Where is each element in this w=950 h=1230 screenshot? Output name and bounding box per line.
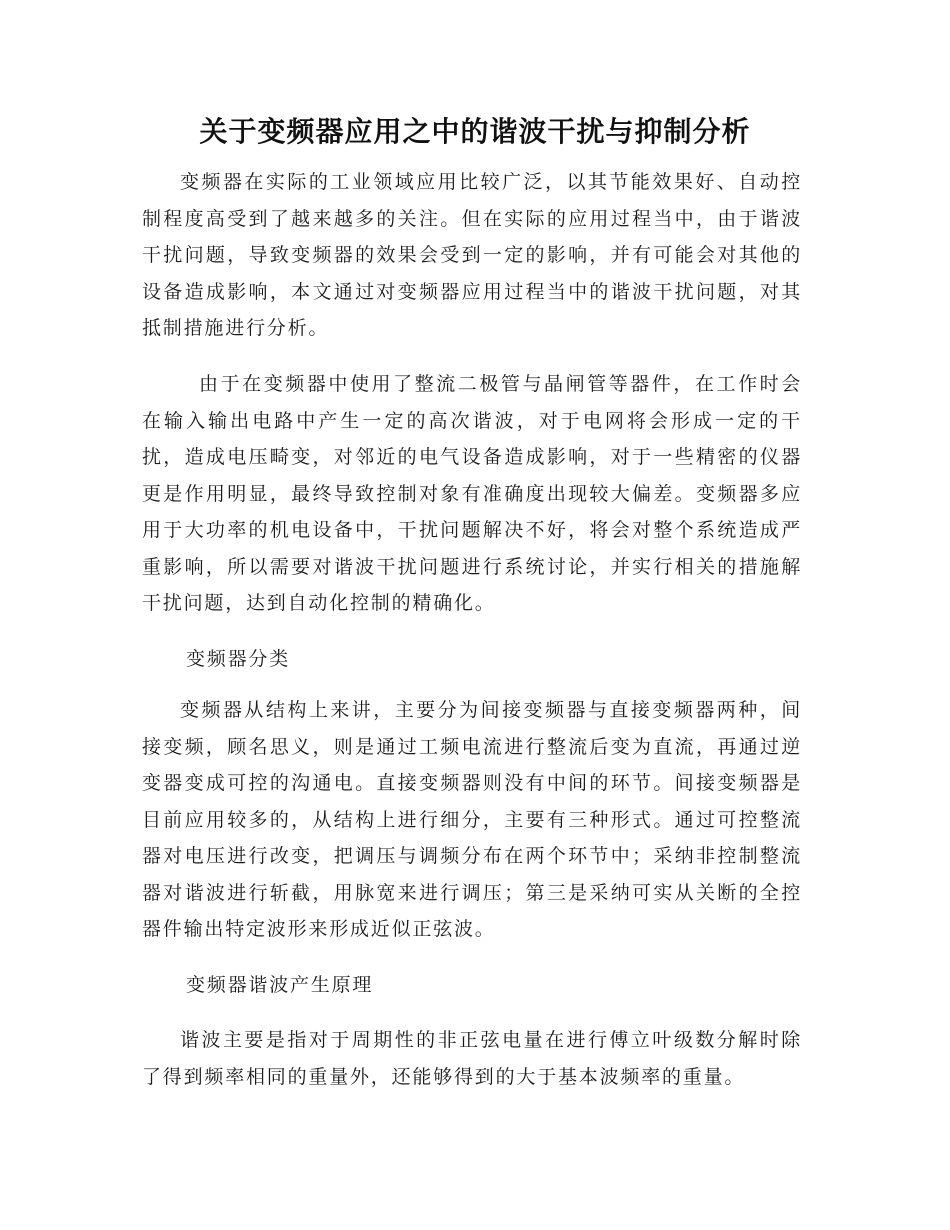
paragraph-background: 由于在变频器中使用了整流二极管与晶闸管等器件，在工作时会在输入输出电路中产生一定的高次谐波，对于电网将会形成一定的干扰，造成电压畸变，对邻近的电气设备造成影响，对于一些精密的仪器更是作用明显，最终导致控制对象有准确度出现较大偏差。变频器多应用于大功率的机电设备中，干扰问题解决不好，将会对整个系统造成严重影响，所以需要对谐波干扰问题进行系统讨论，并实行相关的措施解干扰问题，达到自动化控制的精确化。	[142, 373, 802, 614]
section-heading-classification: 变频器分类	[186, 648, 291, 670]
paragraph-intro: 变频器在实际的工业领域应用比较广泛，以其节能效果好、自动控制程度高受到了越来越多的关注。但在实际的应用过程当中，由于谐波干扰问题，导致变频器的效果会受到一定的影响，并有可能会对其他的设备造成影响，本文通过对变频器应用过程当中的谐波干扰问题，对其抵制措施进行分析。	[142, 171, 802, 339]
section-heading-harmonic-principle: 变频器谐波产生原理	[186, 974, 374, 996]
document-title: 关于变频器应用之中的谐波干扰与抑制分析	[199, 115, 751, 148]
paragraph-harmonic-principle: 谐波主要是指对于周期性的非正弦电量在进行傅立叶级数分解时除了得到频率相同的重量外，还能够得到的大于基本波频率的重量。	[142, 1029, 802, 1088]
paragraph-classification: 变频器从结构上来讲，主要分为间接变频器与直接变频器两种，间接变频，顾名思义，则是通过工频电流进行整流后变为直流，再通过逆变器变成可控的沟通电。直接变频器则没有中间的环节。间接变频器是目前应用较多的，从结构上进行细分，主要有三种形式。通过可控整流器对电压进行改变，把调压与调频分布在两个环节中；采纳非控制整流器对谐波进行斩截，用脉宽来进行调压；第三是采纳可实从关断的全控器件输出特定波形来形成近似正弦波。	[142, 699, 802, 940]
